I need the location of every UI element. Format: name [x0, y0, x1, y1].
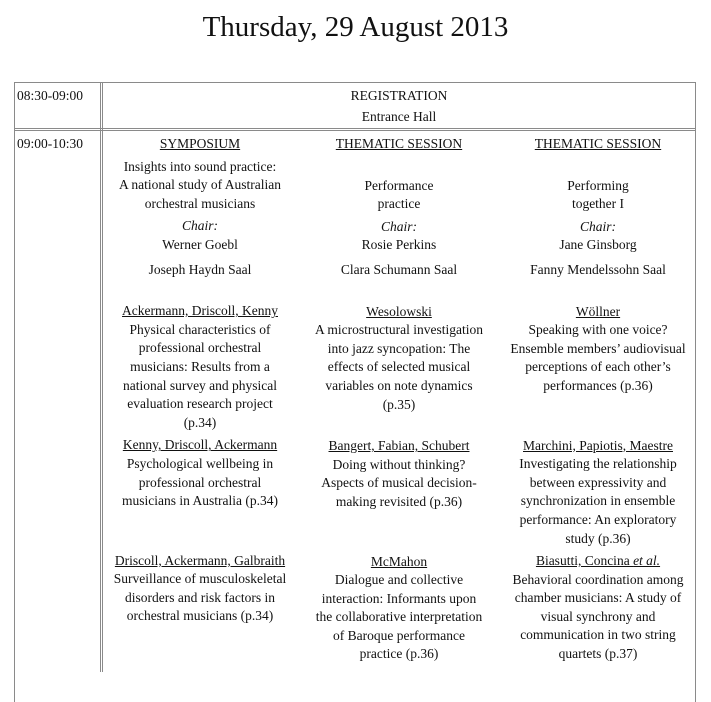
- session-type: THEMATIC SESSION: [534, 136, 662, 151]
- paper-title: national survey and physical: [122, 377, 278, 393]
- time-slot-2: 09:00-10:30: [17, 136, 83, 151]
- paper-title: perceptions of each other’s: [525, 359, 671, 375]
- paper-authors-etal: et al.: [633, 553, 661, 569]
- paper-authors: Driscoll, Ackermann, Galbraith: [114, 552, 286, 568]
- session-title: together I: [571, 196, 625, 212]
- time-slot-1: 08:30-09:00: [17, 88, 83, 103]
- paper-authors: [500, 552, 696, 571]
- paper-authors: Wesolowski: [366, 303, 432, 319]
- chair-label: Chair:: [380, 218, 417, 234]
- session-column-performance-practice: [301, 135, 497, 664]
- paper-authors: Marchini, Papiotis, Maestre: [523, 437, 673, 453]
- session-title: Performing: [567, 177, 629, 193]
- session-type: SYMPOSIUM: [159, 136, 241, 151]
- chair-name: Rosie Perkins: [361, 237, 437, 253]
- paper-title: Surveillance of musculoskeletal: [113, 571, 287, 587]
- chair-name: Werner Goebl: [162, 236, 238, 252]
- chair-label: Chair:: [181, 218, 218, 234]
- table-top-border: [14, 82, 696, 83]
- paper-title: Dialogue and collective: [334, 572, 464, 588]
- paper-title: making revisited (p.36): [335, 493, 463, 509]
- page-title: Thursday, 29 August 2013: [202, 11, 509, 43]
- paper-title: musicians in Australia (p.34): [122, 493, 278, 509]
- room-name: Joseph Haydn Saal: [148, 261, 252, 277]
- paper-title: interaction: Informants upon: [321, 590, 477, 606]
- paper-authors: Kenny, Driscoll, Ackermann: [122, 437, 278, 453]
- paper-authors: Wöllner: [575, 303, 621, 319]
- paper-title: (p.35): [382, 396, 416, 412]
- session-title: Insights into sound practice:: [123, 158, 277, 174]
- session-title: practice: [377, 196, 421, 212]
- chair-label: Chair:: [579, 218, 616, 234]
- paper-title: between expressivity and: [529, 474, 667, 490]
- chair-name: Jane Ginsborg: [559, 237, 637, 253]
- paper-title: disorders and risk factors in: [125, 589, 275, 605]
- session-title: Performance: [364, 177, 434, 193]
- paper-title: of Baroque performance: [333, 627, 465, 643]
- registration-title: REGISTRATION: [350, 88, 448, 103]
- paper-title: quartets (p.37): [558, 646, 638, 662]
- paper-title: evaluation research project: [127, 396, 273, 412]
- room-name: Fanny Mendelssohn Saal: [530, 261, 666, 277]
- paper-title: the collaborative interpretation: [315, 609, 483, 625]
- paper-title: performance: An exploratory: [519, 511, 677, 527]
- paper-title: A microstructural investigation: [315, 322, 483, 338]
- room-name: Clara Schumann Saal: [340, 261, 458, 277]
- paper-authors-plain: Biasutti, Concina: [535, 553, 634, 569]
- paper-title: synchronization in ensemble: [520, 493, 676, 509]
- session-title: orchestral musicians: [144, 195, 256, 211]
- row-divider: [14, 128, 696, 129]
- paper-title: study (p.36): [565, 530, 631, 546]
- paper-title: visual synchrony and: [540, 608, 656, 624]
- paper-title: orchestral musicians (p.34): [126, 608, 274, 624]
- paper-title: Investigating the relationship: [519, 456, 677, 472]
- session-title: A national study of Australian: [119, 177, 281, 193]
- paper-title: practice (p.36): [359, 646, 439, 662]
- row-divider: [14, 130, 696, 131]
- column-divider: [100, 82, 101, 672]
- session-type: THEMATIC SESSION: [335, 136, 463, 151]
- session-column-symposium: [102, 135, 298, 626]
- paper-authors: Ackermann, Driscoll, Kenny: [122, 303, 278, 319]
- paper-title: Speaking with one voice?: [528, 322, 668, 338]
- registration-location: Entrance Hall: [361, 109, 437, 124]
- paper-title: Psychological wellbeing in: [126, 455, 274, 471]
- paper-title: Doing without thinking?: [332, 456, 466, 472]
- paper-authors: McMahon: [370, 553, 428, 569]
- paper-title: communication in two string: [520, 627, 676, 643]
- paper-title: Aspects of musical decision-: [321, 475, 477, 491]
- paper-title: Behavioral coordination among: [512, 571, 684, 587]
- paper-title: Physical characteristics of: [129, 321, 271, 337]
- paper-authors: Bangert, Fabian, Schubert: [328, 438, 470, 454]
- session-column-performing-together: [500, 135, 696, 664]
- paper-title: (p.34): [183, 414, 217, 430]
- paper-title: professional orchestral: [138, 474, 262, 490]
- paper-title: performances (p.36): [543, 377, 653, 393]
- paper-title: into jazz syncopation: The: [327, 340, 471, 356]
- paper-title: effects of selected musical: [327, 359, 471, 375]
- paper-title: variables on note dynamics: [325, 377, 473, 393]
- paper-title: chamber musicians: A study of: [514, 590, 682, 606]
- paper-title: professional orchestral: [138, 340, 262, 356]
- paper-title: Ensemble members’ audiovisual: [510, 340, 686, 356]
- paper-title: musicians: Results from a: [130, 358, 270, 374]
